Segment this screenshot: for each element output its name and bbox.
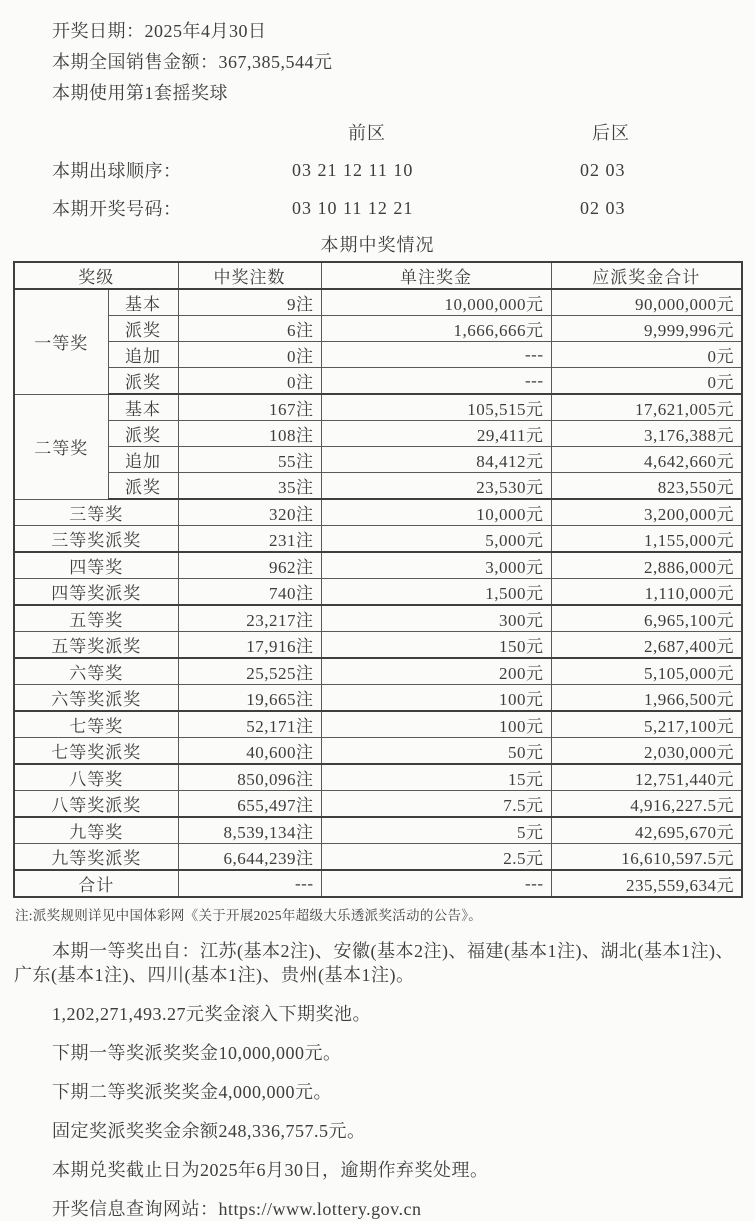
total-payout-cell: 823,550元: [551, 473, 742, 500]
count-cell: ---: [178, 870, 321, 897]
back-zone-label: 后区: [592, 123, 630, 143]
zones-grid: [0, 113, 755, 227]
single-prize-cell: 5元: [321, 817, 551, 844]
prize-level-cell: 三等奖派奖: [14, 526, 178, 553]
table-row: [14, 394, 742, 421]
total-payout-cell: 5,105,000元: [551, 658, 742, 685]
table-row: [14, 844, 742, 871]
count-cell: 17,916注: [178, 632, 321, 659]
table-row: [14, 473, 742, 500]
subtype-cell: 派奖: [108, 368, 178, 395]
count-cell: 850,096注: [178, 764, 321, 791]
table-row: [14, 632, 742, 659]
next-second-prize-paragraph: 下期二等奖派奖奖金4,000,000元。: [52, 1082, 332, 1102]
count-cell: 19,665注: [178, 685, 321, 712]
table-row: [14, 289, 742, 316]
table-row: [14, 447, 742, 473]
total-payout-cell: 1,966,500元: [551, 685, 742, 712]
single-prize-cell: 1,500元: [321, 579, 551, 606]
prize-level-cell: 三等奖: [14, 499, 178, 526]
single-prize-cell: 100元: [321, 711, 551, 738]
next-first-prize-paragraph: 下期一等奖派奖奖金10,000,000元。: [52, 1043, 342, 1063]
prize-table: [13, 261, 743, 898]
subtype-cell: 基本: [108, 289, 178, 316]
prize-level-cell: 八等奖: [14, 764, 178, 791]
header-prize-level: 奖级: [14, 262, 178, 289]
winning-numbers-back: 02 03: [580, 197, 626, 218]
footer-paragraphs: [0, 939, 755, 1221]
single-prize-cell: 29,411元: [321, 421, 551, 447]
winning-numbers-label: 本期开奖号码：: [52, 199, 182, 219]
prize-level-cell: 六等奖派奖: [14, 685, 178, 712]
count-cell: 108注: [178, 421, 321, 447]
draw-order-label: 本期出球顺序：: [52, 161, 182, 181]
rule-note-line: 注:派奖规则详见中国体彩网《关于开展2025年超级大乐透派奖活动的公告》。: [15, 908, 483, 923]
total-payout-cell: 2,030,000元: [551, 738, 742, 765]
table-row: [14, 526, 742, 553]
table-row: [14, 764, 742, 791]
prize-level-cell: 七等奖: [14, 711, 178, 738]
total-payout-cell: 17,621,005元: [551, 394, 742, 421]
single-prize-cell: 150元: [321, 632, 551, 659]
single-prize-cell: 100元: [321, 685, 551, 712]
total-payout-cell: 9,999,996元: [551, 316, 742, 342]
single-prize-cell: 84,412元: [321, 447, 551, 473]
single-prize-cell: 15元: [321, 764, 551, 791]
count-cell: 40,600注: [178, 738, 321, 765]
prize-level-cell: 七等奖派奖: [14, 738, 178, 765]
fixed-prize-balance-paragraph: 固定奖派奖奖金余额248,336,757.5元。: [52, 1121, 366, 1141]
header-block: [0, 0, 755, 109]
count-cell: 740注: [178, 579, 321, 606]
table-row: [14, 342, 742, 368]
total-payout-cell: 90,000,000元: [551, 289, 742, 316]
table-row: [14, 711, 742, 738]
subtype-cell: 派奖: [108, 421, 178, 447]
count-cell: 655,497注: [178, 791, 321, 818]
prize-level-cell: 八等奖派奖: [14, 791, 178, 818]
count-cell: 8,539,134注: [178, 817, 321, 844]
single-prize-cell: 300元: [321, 605, 551, 632]
website-label: 开奖信息查询网站：: [52, 1199, 219, 1219]
single-prize-cell: 5,000元: [321, 526, 551, 553]
count-cell: 9注: [178, 289, 321, 316]
prize-level-cell: 五等奖派奖: [14, 632, 178, 659]
single-prize-cell: 3,000元: [321, 552, 551, 579]
table-row: [14, 685, 742, 712]
table-row: [14, 499, 742, 526]
count-cell: 25,525注: [178, 658, 321, 685]
count-cell: 231注: [178, 526, 321, 553]
table-row: [14, 817, 742, 844]
header-winning-count: 中奖注数: [178, 262, 321, 289]
single-prize-cell: 1,666,666元: [321, 316, 551, 342]
total-payout-cell: 1,110,000元: [551, 579, 742, 606]
total-payout-cell: 3,200,000元: [551, 499, 742, 526]
total-payout-cell: 3,176,388元: [551, 421, 742, 447]
total-payout-cell: 6,965,100元: [551, 605, 742, 632]
total-payout-cell: 0元: [551, 368, 742, 395]
total-payout-cell: 12,751,440元: [551, 764, 742, 791]
table-row: [14, 421, 742, 447]
header-total-payout: 应派奖金合计: [551, 262, 742, 289]
single-prize-cell: 200元: [321, 658, 551, 685]
first-prize-origin-paragraph: 本期一等奖出自：江苏(基本2注)、安徽(基本2注)、福建(基本1注)、湖北(基本1注)、广东(基本1注)、四川(基本1注)、贵州(基本1注)。: [14, 941, 734, 985]
total-payout-cell: 16,610,597.5元: [551, 844, 742, 871]
table-row: [14, 368, 742, 395]
table-row: [14, 791, 742, 818]
redeem-deadline-paragraph: 本期兑奖截止日为2025年6月30日，逾期作弃奖处理。: [52, 1160, 489, 1180]
subtype-cell: 追加: [108, 342, 178, 368]
single-prize-cell: 7.5元: [321, 791, 551, 818]
prize-level-cell: 九等奖: [14, 817, 178, 844]
single-prize-cell: 105,515元: [321, 394, 551, 421]
table-row: [14, 316, 742, 342]
count-cell: 320注: [178, 499, 321, 526]
subtype-cell: 追加: [108, 447, 178, 473]
prize-level-cell: 二等奖: [14, 394, 108, 499]
count-cell: 6注: [178, 316, 321, 342]
single-prize-cell: ---: [321, 870, 551, 897]
prize-level-cell: 四等奖派奖: [14, 579, 178, 606]
total-payout-cell: 0元: [551, 342, 742, 368]
draw-date-line: 开奖日期：2025年4月30日: [52, 21, 267, 41]
count-cell: 962注: [178, 552, 321, 579]
total-payout-cell: 2,886,000元: [551, 552, 742, 579]
count-cell: 6,644,239注: [178, 844, 321, 871]
total-payout-cell: 4,642,660元: [551, 447, 742, 473]
website-line: [14, 1197, 740, 1221]
count-cell: 23,217注: [178, 605, 321, 632]
rollover-paragraph: 1,202,271,493.27元奖金滚入下期奖池。: [52, 1004, 371, 1024]
table-row: [14, 658, 742, 685]
table-row: [14, 870, 742, 897]
prize-level-cell: 六等奖: [14, 658, 178, 685]
prize-level-cell: 五等奖: [14, 605, 178, 632]
single-prize-cell: 2.5元: [321, 844, 551, 871]
subtype-cell: 派奖: [108, 473, 178, 500]
single-prize-cell: 23,530元: [321, 473, 551, 500]
count-cell: 0注: [178, 368, 321, 395]
table-row: [14, 605, 742, 632]
website-url[interactable]: https://www.lottery.gov.cn: [218, 1199, 422, 1219]
sales-amount-line: 本期全国销售金额：367,385,544元: [52, 52, 333, 72]
single-prize-cell: 50元: [321, 738, 551, 765]
total-payout-cell: 5,217,100元: [551, 711, 742, 738]
table-title: 本期中奖情况: [320, 235, 435, 255]
prize-level-cell: 一等奖: [14, 289, 108, 394]
front-zone-label: 前区: [348, 123, 386, 143]
single-prize-cell: 10,000,000元: [321, 289, 551, 316]
count-cell: 55注: [178, 447, 321, 473]
subtype-cell: 基本: [108, 394, 178, 421]
prize-level-cell: 九等奖派奖: [14, 844, 178, 871]
count-cell: 35注: [178, 473, 321, 500]
prize-level-cell: 合计: [14, 870, 178, 897]
prize-level-cell: 四等奖: [14, 552, 178, 579]
total-payout-cell: 42,695,670元: [551, 817, 742, 844]
winning-numbers-front: 03 10 11 12 21: [292, 197, 414, 218]
count-cell: 52,171注: [178, 711, 321, 738]
single-prize-cell: ---: [321, 368, 551, 395]
total-payout-cell: 235,559,634元: [551, 870, 742, 897]
single-prize-cell: ---: [321, 342, 551, 368]
total-payout-cell: 2,687,400元: [551, 632, 742, 659]
table-row: [14, 552, 742, 579]
count-cell: 167注: [178, 394, 321, 421]
total-payout-cell: 1,155,000元: [551, 526, 742, 553]
subtype-cell: 派奖: [108, 316, 178, 342]
ball-set-line: 本期使用第1套摇奖球: [52, 83, 228, 103]
single-prize-cell: 10,000元: [321, 499, 551, 526]
draw-order-front-numbers: 03 21 12 11 10: [292, 159, 414, 180]
header-single-prize: 单注奖金: [321, 262, 551, 289]
count-cell: 0注: [178, 342, 321, 368]
table-header-row: [14, 262, 742, 289]
table-row: [14, 579, 742, 606]
total-payout-cell: 4,916,227.5元: [551, 791, 742, 818]
table-row: [14, 738, 742, 765]
draw-order-back-numbers: 02 03: [580, 159, 626, 180]
prize-table-body: [14, 262, 742, 897]
